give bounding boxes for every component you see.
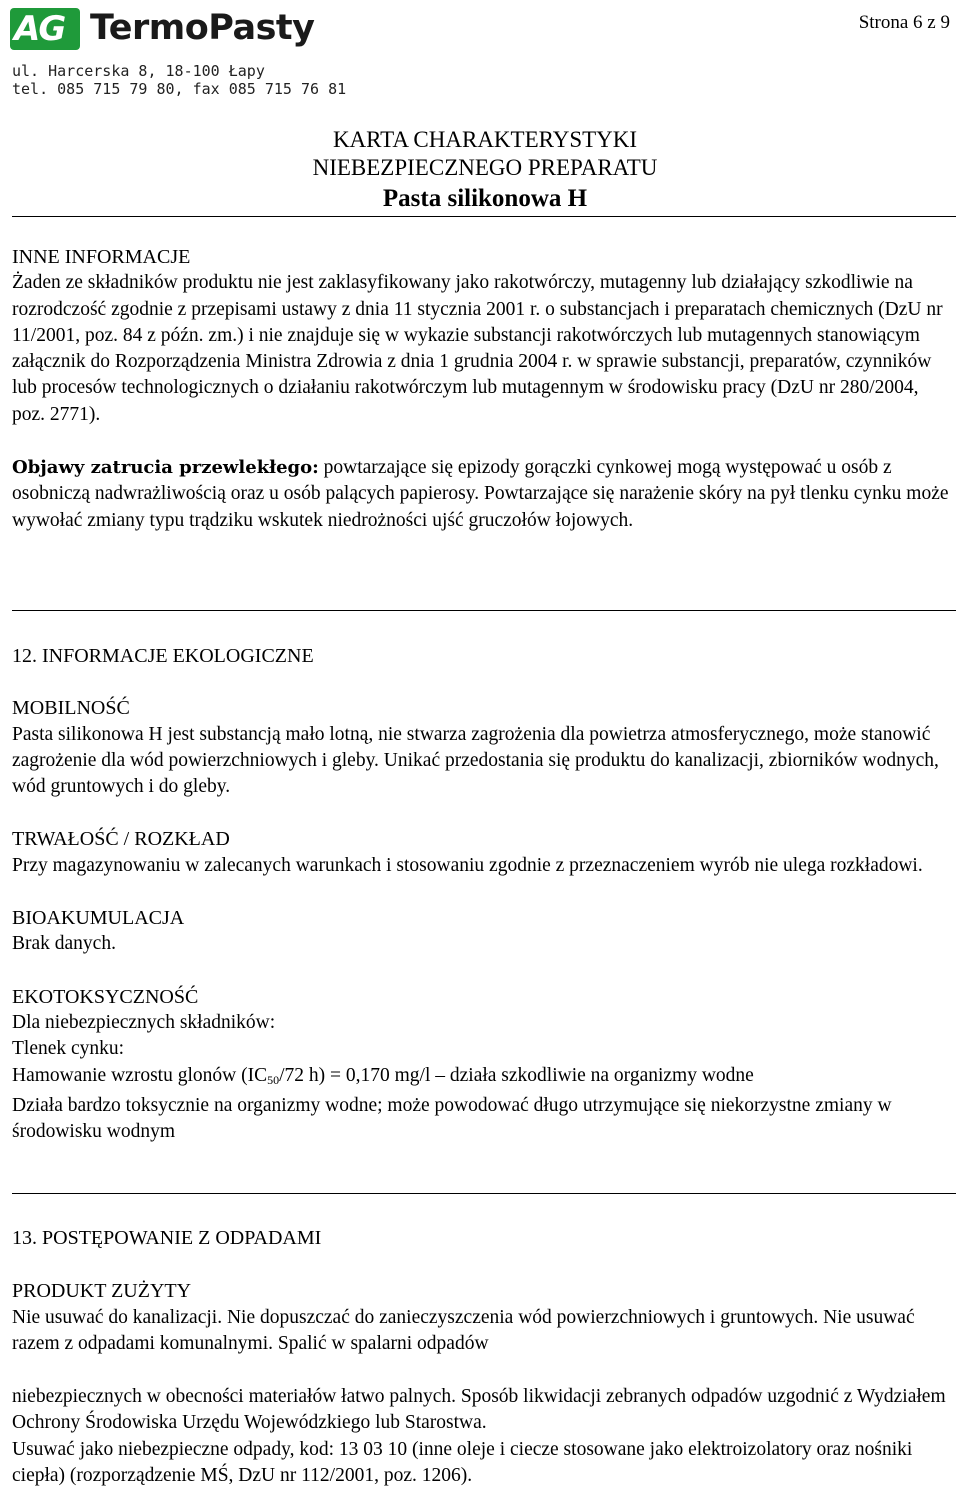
logo-wordmark: TermoPasty <box>90 8 315 48</box>
ecotoxicity-line-3-a: Hamowanie wzrostu glonów (IC <box>12 1064 268 1086</box>
company-phone: tel. 085 715 79 80, fax 085 715 76 81 <box>12 80 347 98</box>
other-info-section <box>12 244 956 534</box>
section-divider-12 <box>12 610 956 611</box>
title-line-2: NIEBEZPIECZNEGO PREPARATU <box>312 155 658 180</box>
document-title <box>0 126 960 216</box>
section-divider-13 <box>12 1193 956 1194</box>
title-divider <box>12 216 956 217</box>
logo-badge-text: AG <box>14 9 65 49</box>
company-logo <box>10 8 330 52</box>
other-info-heading: INNE INFORMACJE <box>12 246 191 268</box>
title-line-1: KARTA CHARAKTERYSTYKI <box>332 127 638 152</box>
used-product-text-2: niebezpiecznych w obecności materiałów łatwo palnych. Sposób likwidacji zebranych odpadów uzgodnić z Wydziałem Ochrony Środowiska Urzędu Wojewódzkiego lub Starostwa. <box>12 1386 946 1434</box>
ecotoxicity-line-3-b: /72 h) = 0,170 mg/l – działa szkodliwie na organizmy wodne <box>279 1064 754 1086</box>
ecotoxicity-line-3 <box>12 1063 956 1093</box>
product-name: Pasta silikonowa H <box>382 185 588 212</box>
other-info-paragraph: Żaden ze składników produktu nie jest zaklasyfikowany jako rakotwórczy, mutagenny lub działający szkodliwie na rozrodczość zgodnie z przepisami ustawy z dnia 11 stycznia 2001 r. o substancjach i preparatach chemicznych (DzU nr 11/2001, poz. 84 z późn. zm.) i nie znajduje się w wykazie substancji rakotwórczych lub mutagennych stanowiącym załącznik do Rozporządzenia Ministra Zdrowia z dnia 1 grudnia 2004 r. w sprawie substancji, preparatów, czynników lub procesów technologicznych o działaniu rakotwórczym lub mutagennym w środowisku pracy (DzU nr 280/2004, poz. 2771). <box>12 272 943 425</box>
ecotoxicity-line-2: Tlenek cynku: <box>12 1038 125 1060</box>
chronic-symptoms-text: powtarzające się epizody gorączki cynkowej mogą występować u osób z osobniczą nadwrażliwością oraz u osób palących papierosy. Powtarzające się narażenie skóry na pył tlenku cynku może wywołać zmiany typu trądziku wskutek niedrożności ujść gruczołów łojowych. <box>12 457 949 531</box>
used-product-heading: PRODUKT ZUŻYTY <box>12 1280 192 1303</box>
mobility-text: Pasta silikonowa H jest substancją mało lotną, nie stwarza zagrożenia dla powietrza atmosferycznego, może stanowić zagrożenie dla wód powierzchniowych i gleby. Unikać przedostania się produktu do kanalizacji, zbiorników wodnych, wód gruntowych i do gleby. <box>12 723 939 798</box>
ecotoxicity-line-4: Działa bardzo toksycznie na organizmy wodne; może powodować długo utrzymujące się niekorzystne zmiany w środowisku wodnym <box>12 1094 892 1143</box>
bioaccumulation-heading: BIOAKUMULACJA <box>12 907 185 930</box>
mobility-heading: MOBILNOŚĆ <box>12 697 130 720</box>
chronic-symptoms-paragraph <box>12 455 956 534</box>
page-number: Strona 6 z 9 <box>858 12 950 33</box>
section-12-heading: 12. INFORMACJE EKOLOGICZNE <box>12 645 314 667</box>
page-header <box>0 0 960 110</box>
ecotoxicity-line-1: Dla niebezpiecznych składników: <box>12 1011 276 1033</box>
chronic-symptoms-label: Objawy zatrucia przewlekłego: <box>12 457 319 479</box>
used-product-text-1: Nie usuwać do kanalizacji. Nie dopuszczać do zanieczyszczenia wód powierzchniowych i gruntowych. Nie usuwać razem z odpadami komunalnymi. Spalić w spalarni odpadów <box>12 1306 915 1354</box>
company-address: ul. Harcerska 8, 18-100 Łapy <box>12 62 265 80</box>
used-product-text-3: Usuwać jako niebezpieczne odpady, kod: 13 03 10 (inne oleje i ciecze stosowane jako elektroizolatory oraz nośniki ciepła) (rozporządzenie MŚ, DzU nr 112/2001, poz. 1206). <box>12 1438 913 1487</box>
bioaccumulation-text: Brak danych. <box>12 933 116 955</box>
logo-badge <box>10 8 80 50</box>
section-13 <box>12 1225 956 1489</box>
degradation-text: Przy magazynowaniu w zalecanych warunkach i stosowaniu zgodnie z przeznaczeniem wyrób nie ulega rozkładowi. <box>12 854 923 876</box>
degradation-heading: TRWAŁOŚĆ / ROZKŁAD <box>12 828 230 851</box>
section-12 <box>12 643 956 1145</box>
ecotoxicity-heading: EKOTOKSYCZNOŚĆ <box>12 985 199 1008</box>
section-13-heading: 13. POSTĘPOWANIE Z ODPADAMI <box>12 1227 322 1249</box>
ic-subscript: 50 <box>267 1072 280 1087</box>
